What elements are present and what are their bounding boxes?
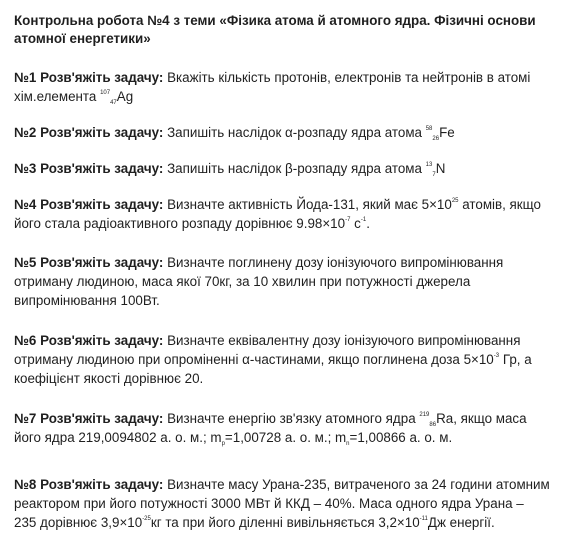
task-text: атомів, якщо <box>458 197 541 212</box>
task-text: кг та при його діленні вивільняється 3,2×10 <box>150 515 420 530</box>
task-line <box>14 513 576 532</box>
subscript: p <box>221 441 225 447</box>
task-5 <box>14 253 576 310</box>
task-8 <box>14 475 576 532</box>
task-text: с <box>350 216 361 231</box>
task-text: Запишіть наслідок β-розпаду ядра атома <box>163 161 426 176</box>
task-number: №4 Розв'яжіть задачу: <box>14 197 164 212</box>
task-text: Гр, а <box>499 352 532 367</box>
task-text: Запишіть наслідок α-розпаду ядра атома <box>163 125 426 140</box>
atomic-number: 26 <box>432 136 440 142</box>
task-number: №6 Розв'яжіть задачу: <box>14 333 164 348</box>
task-text: його стала радіоактивного розпаду дорівнює 9.98×10 <box>14 216 346 231</box>
mass-number: 58 <box>425 126 433 132</box>
task-text: його ядра 219,0094802 а. о. м.; m <box>14 430 222 445</box>
task-line <box>14 195 576 214</box>
task-text: Визначте еквівалентну дозу іонізуючого випромінювання <box>163 333 521 348</box>
task-2 <box>14 123 576 142</box>
element-symbol: Fe <box>439 125 455 140</box>
element-symbol: Ag <box>116 89 134 104</box>
task-line <box>14 253 576 272</box>
task-number: №8 Розв'яжіть задачу: <box>14 477 164 492</box>
task-text: Визначте масу Урана-235, витраченого за 24 години атомним <box>163 477 550 492</box>
task-line <box>14 350 576 369</box>
task-line <box>14 87 576 106</box>
task-line <box>14 123 576 142</box>
title-line: атомної енергетики» <box>14 31 151 46</box>
nuclide-ra <box>419 411 453 426</box>
task-3 <box>14 159 576 178</box>
task-text: 235 дорівнює 3,9×10 <box>14 515 143 530</box>
task-text: Вкажіть кількість протонів, електронів та нейтронів в атомі <box>163 70 531 85</box>
atomic-number: 86 <box>429 422 437 428</box>
exponent: -25 <box>142 516 151 522</box>
nuclide-ag <box>100 89 133 104</box>
task-text: Визначте активність Йода-131, який має 5×10 <box>163 197 452 212</box>
task-text: . <box>366 216 370 231</box>
task-text: , якщо маса <box>453 411 527 426</box>
task-line <box>14 331 576 350</box>
task-4 <box>14 195 576 233</box>
nuclide-fe <box>426 125 455 140</box>
task-text: хім.елемента <box>14 89 101 104</box>
element-symbol: Ra <box>436 411 454 426</box>
task-text: Визначте поглинену дозу іонізуючого випромінювання <box>163 255 504 270</box>
task-line <box>14 428 576 447</box>
mass-number: 107 <box>100 90 111 96</box>
exponent: -1 <box>360 217 367 223</box>
atomic-number: 47 <box>110 100 117 106</box>
task-text: Визначте енергію зв'язку атомного ядра <box>163 411 420 426</box>
task-line <box>14 409 576 428</box>
task-line: випромінювання 100Вт. <box>14 293 160 308</box>
title-line: Контрольна робота №4 з теми «Фізика атома й атомного ядра. Фізичні основи <box>14 13 536 28</box>
task-line <box>14 68 576 87</box>
task-number: №1 Розв'яжіть задачу: <box>14 70 164 85</box>
task-line: отриману людиною, маса якої 70кг, за 10 хвилин при потужності джерела <box>14 274 471 289</box>
task-line: реактором при його потужності 3000 МВт й ККД – 40%. Маса одного ядра Урана – <box>14 496 524 511</box>
task-text: =1,00866 а. о. м. <box>349 430 453 445</box>
subscript: n <box>346 441 350 447</box>
task-line <box>14 475 576 494</box>
task-1 <box>14 68 576 106</box>
document-title <box>14 12 554 48</box>
document-page <box>14 12 576 532</box>
exponent: -11 <box>419 516 428 522</box>
mass-number: 13 <box>425 162 433 168</box>
nuclide-n <box>426 161 446 176</box>
task-number: №2 Розв'яжіть задачу: <box>14 125 164 140</box>
exponent: -7 <box>345 217 351 223</box>
task-text: отриману людиною при опроміненні α-частинами, якщо поглинена доза 5×10 <box>14 352 494 367</box>
element-symbol: N <box>435 161 446 176</box>
task-number: №3 Розв'яжіть задачу: <box>14 161 164 176</box>
task-line: коефіцієнт якості дорівнює 20. <box>14 371 204 386</box>
exponent: 25 <box>451 198 459 204</box>
task-6 <box>14 331 576 388</box>
exponent: -3 <box>493 353 500 359</box>
task-number: №7 Розв'яжіть задачу: <box>14 411 164 426</box>
task-line <box>14 159 576 178</box>
atomic-number: 7 <box>432 172 436 178</box>
mass-number: 219 <box>419 412 430 418</box>
task-text: Дж енергії. <box>427 515 495 530</box>
task-line <box>14 214 576 233</box>
task-7 <box>14 409 576 447</box>
task-text: =1,00728 а. о. м.; m <box>224 430 347 445</box>
task-number: №5 Розв'яжіть задачу: <box>14 255 164 270</box>
